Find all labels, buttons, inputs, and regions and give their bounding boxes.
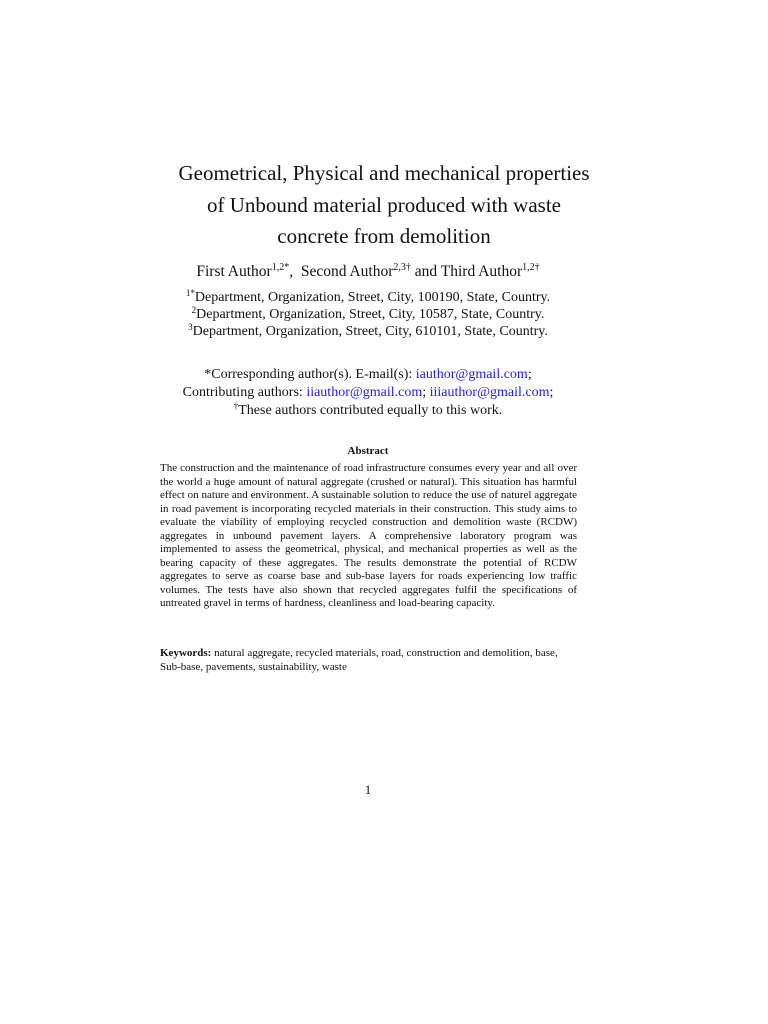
corresponding-label: *Corresponding author(s). E-mail(s):: [204, 367, 416, 382]
author-list: [0, 262, 736, 282]
punctuation: ;: [549, 385, 554, 400]
author-separator: ,: [289, 263, 301, 280]
dagger-mark: †: [233, 401, 239, 411]
author-separator: and: [410, 263, 441, 280]
paper-title: [0, 158, 768, 253]
abstract-text: The construction and the maintenance of road infrastructure consumes every year and all over the world a huge amount of natural aggregate (crushed or natural). This situation has harmful effect on nature and environment. A sustainable solution to reduce the use of naturel aggregate in road pavement is incorporating recycled materials in their construction. This study aims to evaluate the viability of employing recycled construction and demolition waste (RCDW) aggregates in unbound pavement layers. A comprehensive laboratory program was implemented to assess the geometrical, physical, and mechanical properties as well as the bearing capacity of these aggregates. The results demonstrate the potential of RCDW aggregates to serve as coarse base and sub-base layers for roads experiencing low traffic volumes. The tests have also shown that recycled aggregates fulfil the specifications of untreated gravel in terms of hardness, cleanliness and load-bearing capacity.: [160, 462, 577, 609]
affiliation: [0, 323, 736, 340]
title-line: Geometrical, Physical and mechanical properties: [178, 161, 590, 185]
affiliation-sup: 1*: [185, 288, 195, 298]
abstract-heading: Abstract: [347, 445, 389, 457]
affiliation-text: Department, Organization, Street, City, 610101, State, Country.: [192, 324, 548, 339]
page-number: 1: [364, 782, 372, 797]
author-name: Third Author: [440, 263, 523, 280]
contributing-email-link[interactable]: iiiauthor@gmail.com: [429, 385, 550, 400]
title-line: of Unbound material produced with waste: [207, 192, 561, 217]
author-affil-sup: 1,2*: [271, 262, 290, 273]
correspondence-block: [0, 366, 736, 420]
corresponding-email-link[interactable]: iauthor@gmail.com: [415, 367, 528, 382]
affiliation-text: Department, Organization, Street, City, 100190, State, Country.: [194, 290, 551, 305]
affiliation-list: [0, 289, 736, 340]
contributing-label: Contributing authors:: [182, 385, 307, 400]
equal-contribution-note: [0, 402, 736, 420]
corresponding-line: [0, 366, 736, 384]
author-affil-sup: 1,2†: [522, 262, 540, 273]
punctuation: ;: [422, 385, 430, 400]
affiliation-sup: 2: [191, 305, 197, 315]
author-name: First Author: [196, 263, 272, 280]
title-line: concrete from demolition: [277, 224, 491, 248]
affiliation: [0, 289, 736, 306]
author-name: Second Author: [300, 263, 394, 280]
keywords-text: natural aggregate, recycled materials, road, construction and demolition, base, Sub-base, pavements, sustainability, waste: [160, 647, 561, 673]
keywords-label: Keywords:: [160, 647, 212, 659]
punctuation: ;: [527, 367, 532, 382]
keywords: [160, 647, 577, 674]
affiliation-sup: 3: [188, 322, 193, 332]
equal-contribution-text: These authors contributed equally to this work.: [238, 403, 503, 418]
author-affil-sup: 2,3†: [393, 262, 411, 273]
affiliation: [0, 306, 736, 323]
affiliation-text: Department, Organization, Street, City, 10587, State, Country.: [196, 307, 545, 322]
contributing-email-link[interactable]: iiauthor@gmail.com: [306, 385, 423, 400]
contributing-line: [0, 384, 736, 402]
